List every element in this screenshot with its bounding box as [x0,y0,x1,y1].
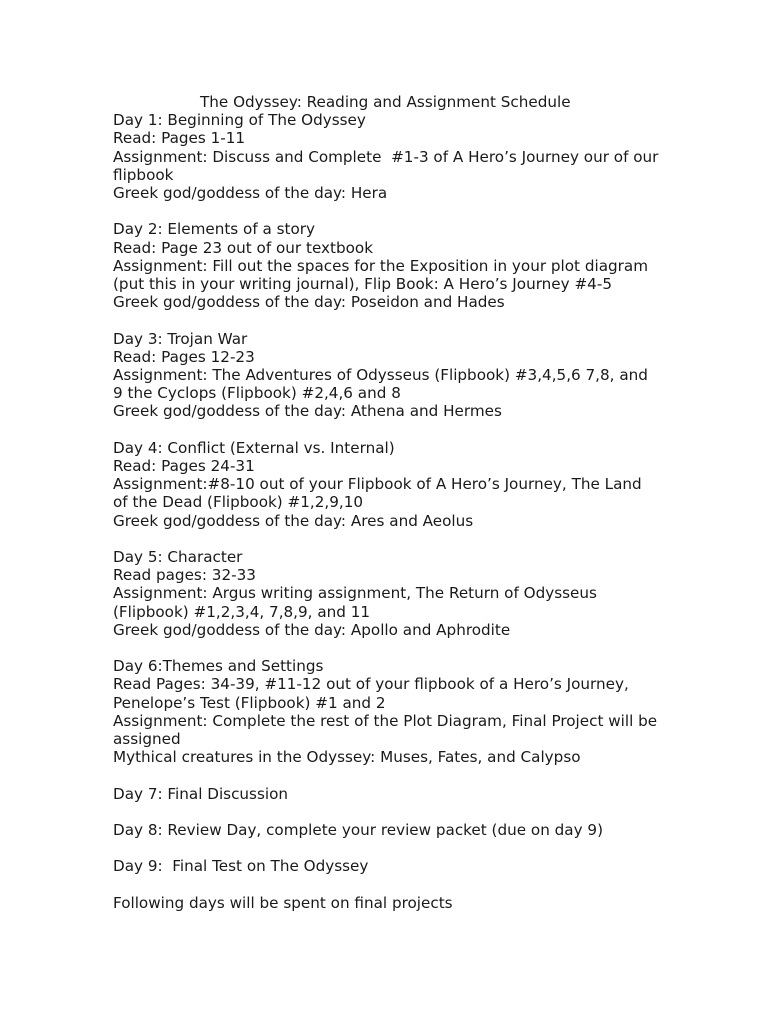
section-line: Assignment:#8-10 out of your Flipbook of A Hero’s Journey, The Land [113,475,642,494]
document-title: The Odyssey: Reading and Assignment Schedule [200,93,571,111]
section-line: Read pages: 32-33 [113,566,256,585]
section-heading: Day 5: Character [113,548,243,567]
day-section [113,220,733,311]
section-line: Read: Pages 12-23 [113,347,255,366]
day-section [113,657,733,766]
section-heading: Following days will be spent on final projects [113,893,453,912]
section-line: (Flipbook) #1,2,3,4, 7,8,9, and 11 [113,602,371,621]
section-spacer [113,530,733,548]
section-line: Read: Pages 1-11 [113,129,246,148]
day-section [113,821,733,839]
day-section [113,857,733,875]
section-line: Penelope’s Test (Flipbook) #1 and 2 [113,693,386,712]
day-section [113,785,733,803]
document-page [113,93,733,912]
section-line: assigned [113,730,181,749]
section-line: Greek god/goddess of the day: Ares and Aeolus [113,511,474,530]
section-spacer [113,311,733,329]
section-line: Mythical creatures in the Odyssey: Muses, Fates, and Calypso [113,748,581,767]
day-section [113,894,733,912]
day-section [113,111,733,202]
section-line: Greek god/goddess of the day: Athena and Hermes [113,402,502,421]
section-heading: Day 6:Themes and Settings [113,657,324,676]
day-section [113,439,733,530]
section-line: Assignment: Complete the rest of the Plot Diagram, Final Project will be [113,711,658,730]
day-section [113,548,733,639]
section-line: of the Dead (Flipbook) #1,2,9,10 [113,493,364,512]
section-heading: Day 7: Final Discussion [113,784,289,803]
day-section [113,330,733,421]
section-spacer [113,766,733,784]
section-line: (put this in your writing journal), Flip Book: A Hero’s Journey #4-5 [113,275,612,294]
section-line: Greek god/goddess of the day: Poseidon and Hades [113,293,505,312]
section-heading: Day 3: Trojan War [113,329,248,348]
section-spacer [113,803,733,821]
schedule-body [113,111,733,912]
section-spacer [113,639,733,657]
section-heading: Day 2: Elements of a story [113,220,316,239]
section-line: Assignment: Discuss and Complete #1-3 of A Hero’s Journey our of our [113,147,659,166]
section-heading: Day 1: Beginning of The Odyssey [113,111,366,130]
section-line: 9 the Cyclops (Flipbook) #2,4,6 and 8 [113,384,401,403]
section-spacer [113,839,733,857]
section-heading: Day 4: Conflict (External vs. Internal) [113,438,395,457]
section-spacer [113,876,733,894]
section-line: Greek god/goddess of the day: Hera [113,184,388,203]
section-line: Read: Page 23 out of our textbook [113,238,374,257]
section-line: Read: Pages 24-31 [113,457,255,476]
section-line: Assignment: Argus writing assignment, The Return of Odysseus [113,584,597,603]
section-line: Assignment: The Adventures of Odysseus (Flipbook) #3,4,5,6 7,8, and [113,366,648,385]
section-line: Greek god/goddess of the day: Apollo and Aphrodite [113,620,511,639]
section-line: Read Pages: 34-39, #11-12 out of your flipbook of a Hero’s Journey, [113,675,629,694]
section-spacer [113,202,733,220]
section-heading: Day 9: Final Test on The Odyssey [113,857,369,876]
section-heading: Day 8: Review Day, complete your review packet (due on day 9) [113,821,604,840]
section-line: Assignment: Fill out the spaces for the Exposition in your plot diagram [113,256,648,275]
section-line: flipbook [113,165,174,184]
section-spacer [113,421,733,439]
